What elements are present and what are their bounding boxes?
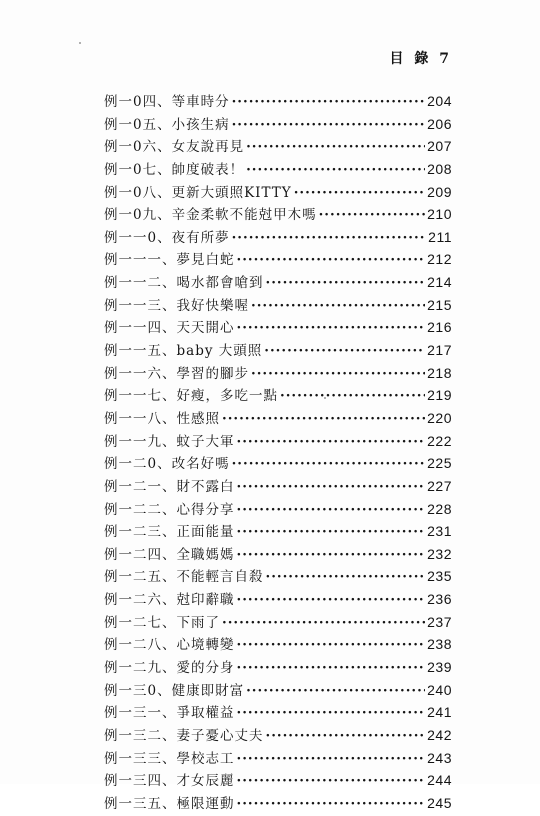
toc-page-number: 225 xyxy=(427,455,452,472)
toc-entry-title: 更新大頭照KITTY xyxy=(171,184,292,201)
toc-page-number: 208 xyxy=(427,160,452,177)
toc-dot-leader xyxy=(264,340,425,363)
toc-dot-leader xyxy=(222,408,425,431)
toc-entry-number: 例一二九、 xyxy=(104,660,177,677)
toc-entry xyxy=(104,792,452,815)
toc-entry xyxy=(104,113,452,136)
toc-dot-leader xyxy=(237,657,426,680)
toc-page-number: 222 xyxy=(427,432,452,449)
toc-dot-leader xyxy=(237,748,426,771)
toc-page-number: 214 xyxy=(427,274,452,291)
toc-entry xyxy=(104,135,452,158)
toc-dot-leader xyxy=(232,227,427,250)
toc-entry-number: 例一三四、 xyxy=(104,773,177,790)
toc-page-number: 210 xyxy=(427,206,452,223)
toc-dot-leader xyxy=(232,114,426,137)
toc-entry-number: 例一一0、 xyxy=(104,229,172,246)
toc-dot-leader xyxy=(237,589,426,612)
toc-entry-title: 喝水都會嗆到 xyxy=(176,275,264,292)
toc-entry-title: 全職媽媽 xyxy=(176,546,235,563)
toc-page-number: 218 xyxy=(427,364,452,381)
toc-entry-title: 辛金柔軟不能尅甲木嗎 xyxy=(171,207,317,224)
toc-entry-number: 例一0六、 xyxy=(104,139,172,156)
toc-dot-leader xyxy=(237,634,426,657)
toc-entry xyxy=(104,339,452,362)
toc-entry-number: 例一一二、 xyxy=(104,275,177,292)
toc-dot-leader xyxy=(319,204,426,227)
toc-dot-leader xyxy=(246,159,425,182)
toc-entry-title: 財不露白 xyxy=(176,478,235,495)
scan-speck xyxy=(79,42,81,44)
toc-entry-title: 才女辰麗 xyxy=(176,773,235,790)
toc-entry-number: 例一二七、 xyxy=(104,614,177,631)
toc-page-number: 236 xyxy=(427,591,452,608)
toc-entry-title: baby 大頭照 xyxy=(176,343,263,360)
toc-entry-number: 例一0四、 xyxy=(104,94,172,110)
toc-entry-title: 妻子憂心丈夫 xyxy=(176,727,264,744)
toc-dot-leader xyxy=(237,499,426,522)
toc-dot-leader xyxy=(237,249,426,272)
toc-page-number: 244 xyxy=(427,772,452,789)
toc-dot-leader xyxy=(237,431,426,454)
toc-page-number: 215 xyxy=(427,296,452,313)
toc-page-number: 242 xyxy=(427,726,452,743)
toc-entry xyxy=(104,407,452,430)
toc-entry-number: 例一三五、 xyxy=(104,795,177,812)
toc-entry-number: 例一0九、 xyxy=(104,207,172,224)
toc-dot-leader xyxy=(266,272,426,295)
toc-entry-title: 心得分享 xyxy=(176,501,235,518)
toc-entry-number: 例一一六、 xyxy=(104,365,177,382)
toc-entry-title: 小孩生病 xyxy=(171,116,230,133)
toc-entry-title: 心境轉變 xyxy=(176,637,235,654)
toc-entry-title: 女友說再見 xyxy=(171,139,245,156)
toc-entry xyxy=(104,452,452,475)
toc-entry-number: 例一二六、 xyxy=(104,592,177,609)
toc-entry xyxy=(104,475,452,498)
toc-page-number: 206 xyxy=(427,115,452,132)
toc-entry-title: 夢見白蛇 xyxy=(176,252,235,269)
toc-dot-leader xyxy=(294,182,425,205)
toc-entry-number: 例一二二、 xyxy=(104,501,177,518)
toc-entry-title: 夜有所夢 xyxy=(171,229,230,246)
toc-dot-leader xyxy=(246,136,425,159)
toc-page-number: 209 xyxy=(427,183,452,200)
toc-entry-title: 愛的分身 xyxy=(176,660,235,677)
toc-entry-number: 例一一七、 xyxy=(104,388,177,405)
toc-dot-leader xyxy=(266,566,426,589)
toc-entry xyxy=(104,226,452,249)
toc-entry xyxy=(104,520,452,543)
toc-entry-title: 學習的腳步 xyxy=(176,365,249,382)
toc-entry-title: 尅印辭職 xyxy=(176,592,235,609)
toc-entry-number: 例一三一、 xyxy=(104,705,177,722)
toc-dot-leader xyxy=(280,385,425,408)
toc-entry xyxy=(104,611,452,634)
toc-entry xyxy=(104,181,452,204)
toc-page-number: 241 xyxy=(427,704,452,721)
toc-page-number: 245 xyxy=(427,794,452,811)
toc-entry-number: 例一二一、 xyxy=(104,478,177,495)
toc-dot-leader xyxy=(251,295,425,318)
toc-entry-number: 例一三二、 xyxy=(104,727,177,744)
toc-page-number: 237 xyxy=(427,613,452,630)
toc-entry xyxy=(104,294,452,317)
toc-entry xyxy=(104,498,452,521)
toc-entry-number: 例一一九、 xyxy=(104,433,177,450)
toc-entry-number: 例一一八、 xyxy=(104,410,177,427)
toc-entry-title: 我好快樂喔 xyxy=(176,297,249,314)
toc-dot-leader xyxy=(237,317,426,340)
toc-entry xyxy=(104,362,452,385)
toc-page-number: 243 xyxy=(427,749,452,766)
toc-entry xyxy=(104,248,452,271)
toc-entry xyxy=(104,565,452,588)
toc-dot-leader xyxy=(266,725,426,748)
toc-dot-leader xyxy=(246,680,425,703)
toc-entry-number: 例一三三、 xyxy=(104,750,177,767)
toc-entry xyxy=(104,724,452,747)
toc-page-number: 238 xyxy=(427,636,452,653)
toc-dot-leader xyxy=(237,702,426,725)
toc-entry-title: 健康即財富 xyxy=(171,682,245,699)
toc-entry-title: 改名好嗎 xyxy=(171,456,230,473)
toc-entry-number: 例一一三、 xyxy=(104,297,177,314)
toc-entry-title: 正面能量 xyxy=(176,524,235,541)
toc-dot-leader xyxy=(237,544,426,567)
toc-dot-leader xyxy=(237,521,426,544)
toc-entry xyxy=(104,543,452,566)
toc-page-number: 227 xyxy=(427,477,452,494)
toc-page-number: 219 xyxy=(427,387,452,404)
toc-page-number: 240 xyxy=(427,681,452,698)
toc-dot-leader xyxy=(232,91,426,114)
toc-entry xyxy=(104,384,452,407)
toc-entry-title: 天天開心 xyxy=(176,320,235,337)
toc-entry-number: 例一一四、 xyxy=(104,320,177,337)
toc-entry xyxy=(104,90,452,113)
toc-entry-title: 性感照 xyxy=(176,410,220,427)
toc-entry xyxy=(104,271,452,294)
toc-entry-title: 帥度破表！ xyxy=(171,161,245,178)
toc-dot-leader xyxy=(237,793,426,816)
toc-entry xyxy=(104,747,452,770)
toc-entry xyxy=(104,588,452,611)
toc-entry xyxy=(104,430,452,453)
toc-entry-title: 下雨了 xyxy=(176,614,220,631)
toc-entry-number: 例一0七、 xyxy=(104,161,172,178)
toc-entry-number: 例一一五、 xyxy=(104,343,177,360)
toc-entry-number: 例一二四、 xyxy=(104,546,177,563)
toc-entry xyxy=(104,701,452,724)
toc-dot-leader xyxy=(222,612,425,635)
toc-entry xyxy=(104,656,452,679)
toc-page-number: 211 xyxy=(428,228,452,245)
toc-entry-number: 例一一一、 xyxy=(104,252,177,269)
toc-page-number: 239 xyxy=(427,659,452,676)
toc-entry xyxy=(104,203,452,226)
toc-entry-title: 不能輕言自殺 xyxy=(176,569,264,586)
toc-entry-number: 例一二三、 xyxy=(104,524,177,541)
toc-dot-leader xyxy=(237,476,426,499)
toc-entry xyxy=(104,633,452,656)
toc-entry-number: 例一0五、 xyxy=(104,116,172,133)
toc-page-number: 220 xyxy=(427,409,452,426)
toc-entry-title: 好瘦，多吃一點 xyxy=(176,388,278,405)
toc-page-number: 216 xyxy=(427,319,452,336)
toc-page-number: 235 xyxy=(427,568,452,585)
toc-entry xyxy=(104,158,452,181)
toc-entry-title: 蚊子大軍 xyxy=(176,433,235,450)
toc-entry xyxy=(104,679,452,702)
toc-page-number: 217 xyxy=(427,342,452,359)
toc-entry-number: 例一二五、 xyxy=(104,569,177,586)
toc-entry-title: 等車時分 xyxy=(171,94,230,110)
toc-entry-number: 例一0八、 xyxy=(104,184,172,201)
toc-entry xyxy=(104,769,452,792)
toc-dot-leader xyxy=(237,770,426,793)
toc-dot-leader xyxy=(232,453,426,476)
toc-page-number: 228 xyxy=(427,500,452,517)
toc-page-number: 204 xyxy=(427,93,452,109)
toc-entry-title: 爭取權益 xyxy=(176,705,235,722)
toc-entry-number: 例一三0、 xyxy=(104,682,172,699)
toc-entry-number: 例一二0、 xyxy=(104,456,172,473)
page-header: 目 錄 7 xyxy=(389,51,452,67)
toc-page-number: 231 xyxy=(427,523,452,540)
toc-page-number: 212 xyxy=(427,251,452,268)
toc-page-number: 207 xyxy=(427,138,452,155)
toc-entry xyxy=(104,316,452,339)
toc-entry-title: 學校志工 xyxy=(176,750,235,767)
toc-entry-title: 極限運動 xyxy=(176,795,235,812)
toc-dot-leader xyxy=(251,363,425,386)
toc-page-number: 232 xyxy=(427,545,452,562)
toc-entry-number: 例一二八、 xyxy=(104,637,177,654)
table-of-contents xyxy=(104,90,452,815)
